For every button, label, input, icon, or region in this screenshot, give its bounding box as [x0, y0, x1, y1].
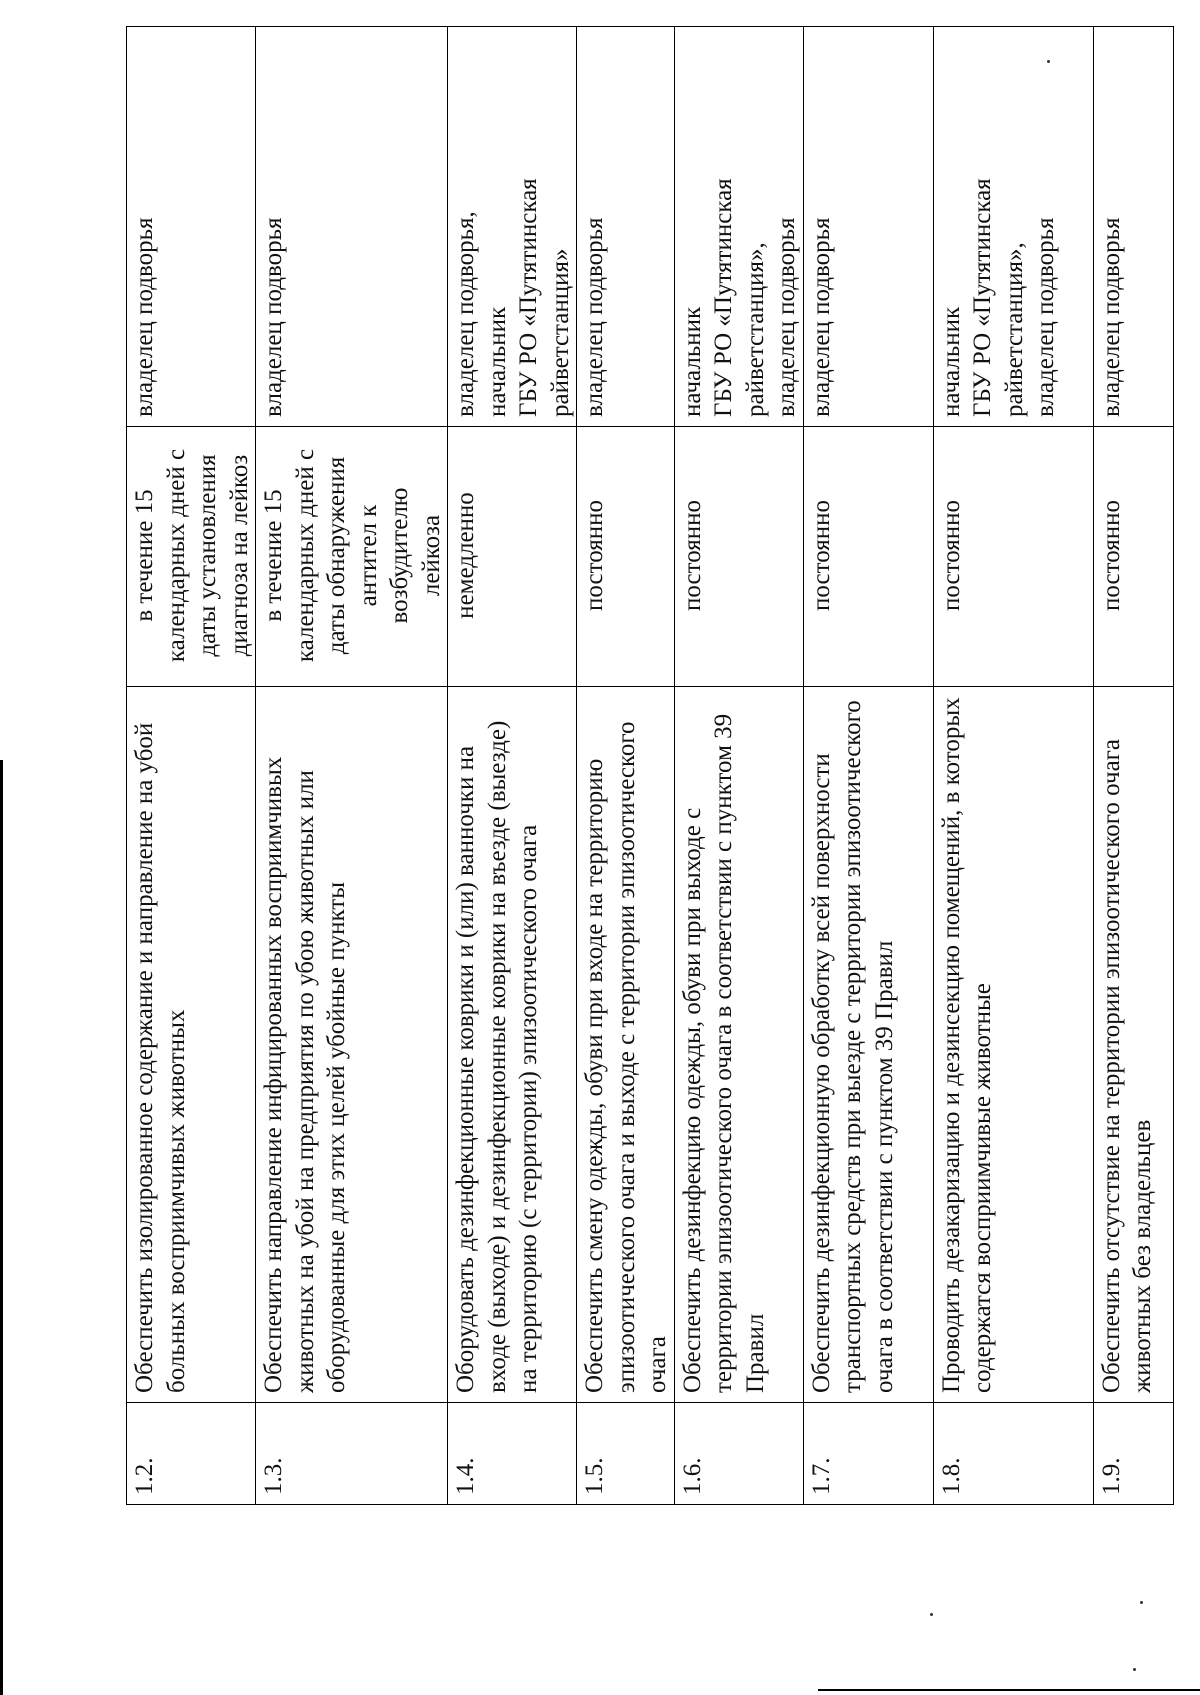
responsible-cell: начальник ГБУ РО «Путятинская райветстанция», владелец подворья	[674, 27, 803, 427]
measure-cell: Обеспечить смену одежды, обуви при входе на территорию эпизоотического очага и выходе с территории эпизоотического очага	[577, 687, 675, 1403]
responsible-cell: владелец подворья	[577, 27, 675, 427]
left-edge-line	[0, 760, 3, 1695]
scan-speck	[1140, 1601, 1143, 1604]
measure-cell: Проводить дезакаризацию и дезинсекцию помещений, в которых содержатся восприимчивые животные	[933, 687, 1093, 1403]
term-cell: постоянно	[803, 427, 933, 687]
responsible-cell: владелец подворья, начальник ГБУ РО «Путятинская райветстанция»	[448, 27, 577, 427]
responsible-cell: владелец подворья	[256, 27, 448, 427]
term-cell: в течение 15 календарных дней с даты установления диагноза на лейкоз	[127, 427, 256, 687]
responsible-cell: начальник ГБУ РО «Путятинская райветстанция», владелец подворья	[933, 27, 1093, 427]
term-cell: немедленно	[448, 427, 577, 687]
term-cell: постоянно	[933, 427, 1093, 687]
responsible-cell: владелец подворья	[803, 27, 933, 427]
scan-speck	[1133, 1668, 1136, 1671]
table-row	[577, 27, 675, 1505]
table-row	[933, 27, 1093, 1505]
rotated-table-wrapper	[126, 27, 1159, 1505]
row-number: 1.7.	[803, 1403, 933, 1505]
row-number: 1.2.	[127, 1403, 256, 1505]
row-number: 1.6.	[674, 1403, 803, 1505]
measures-table	[126, 26, 1174, 1505]
table-row	[803, 27, 933, 1505]
term-cell: постоянно	[674, 427, 803, 687]
table-row	[127, 27, 256, 1505]
table-row	[448, 27, 577, 1505]
measure-cell: Обеспечить направление инфицированных восприимчивых животных на убой на предприятия по убою животных или оборудованные для этих целей убойные пункты	[256, 687, 448, 1403]
bottom-edge-line	[818, 1689, 1200, 1691]
table-row	[674, 27, 803, 1505]
table-row	[1093, 27, 1173, 1505]
row-number: 1.8.	[933, 1403, 1093, 1505]
scan-speck	[930, 1613, 933, 1616]
measure-cell: Обеспечить отсутствие на территории эпизоотического очага животных без владельцев	[1093, 687, 1173, 1403]
term-cell: в течение 15 календарных дней с даты обнаружения антител к возбудителю лейкоза	[256, 427, 448, 687]
table-row	[256, 27, 448, 1505]
row-number: 1.9.	[1093, 1403, 1173, 1505]
responsible-cell: владелец подворья	[1093, 27, 1173, 427]
measure-cell: Обеспечить изолированное содержание и направление на убой больных восприимчивых животных	[127, 687, 256, 1403]
term-cell: постоянно	[1093, 427, 1173, 687]
row-number: 1.3.	[256, 1403, 448, 1505]
row-number: 1.4.	[448, 1403, 577, 1505]
term-cell: постоянно	[577, 427, 675, 687]
responsible-cell: владелец подворья	[127, 27, 256, 427]
row-number: 1.5.	[577, 1403, 675, 1505]
measure-cell: Обеспечить дезинфекционную обработку всей поверхности транспортных средств при выезде с территории эпизоотического очага в соответствии с пунктом 39 Правил	[803, 687, 933, 1403]
measure-cell: Оборудовать дезинфекционные коврики и (или) ванночки на входе (выходе) и дезинфекционные коврики на въезде (выезде) на территорию (с территории) эпизоотического очага	[448, 687, 577, 1403]
measure-cell: Обеспечить дезинфекцию одежды, обуви при выходе с территории эпизоотического очага в соответствии с пунктом 39 Правил	[674, 687, 803, 1403]
